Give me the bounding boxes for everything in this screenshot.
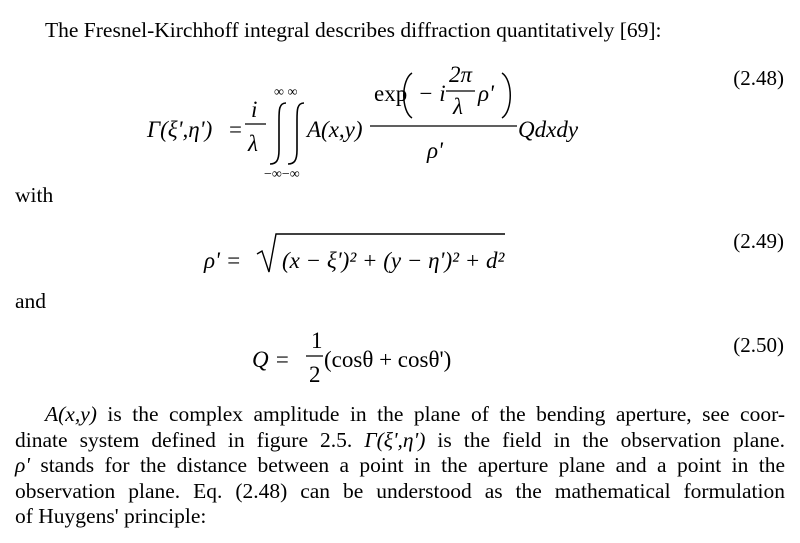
intro-sentence: The Fresnel-Kirchhoff integral describes diffraction quantitatively [69]:	[45, 18, 662, 42]
eq-2-48-exp-fraction-numerator: 2π	[449, 62, 473, 87]
eq-2-50-rhs: (cosθ + cosθ')	[324, 347, 452, 372]
paragraph-line-2	[15, 428, 785, 454]
paragraph-line-5: of Huygens' principle:	[15, 504, 207, 528]
eq-2-49-radicand: (x − ξ')² + (y − η')² + d²	[282, 248, 505, 273]
rho-symbol: ρ'	[15, 453, 30, 477]
eq-2-48-exp: exp	[374, 81, 408, 106]
field-symbol: Γ(ξ',η')	[364, 427, 426, 452]
equation-number-2-48: (2.48)	[733, 66, 784, 90]
paragraph-line-2-start: dinate system defined in figure 2.5.	[15, 427, 365, 452]
eq-2-48-integral-lower-limits: −∞−∞	[264, 167, 300, 182]
connector-with: with	[15, 183, 54, 207]
eq-2-48-prefactor-denominator: λ	[248, 131, 258, 156]
eq-2-50-lhs: Q =	[252, 347, 290, 372]
explanation-paragraph	[15, 402, 785, 530]
eq-2-48-denominator: ρ'	[427, 138, 443, 163]
eq-2-48-lhs: Γ(ξ',η')	[147, 117, 213, 142]
amplitude-symbol: A(x,y)	[45, 402, 97, 426]
eq-2-48-exp-minus-i: − i	[418, 81, 446, 106]
paragraph-line-3-text: stands for the distance between a point in the aperture plane and a point in the	[29, 453, 785, 477]
eq-2-49-lhs: ρ' =	[204, 248, 242, 273]
eq-2-50-fraction-denominator: 2	[309, 362, 321, 387]
paragraph-line-3	[15, 453, 785, 479]
connector-and: and	[15, 289, 47, 313]
equation-number-2-50: (2.50)	[733, 333, 784, 357]
eq-2-48-suffix: Qdxdy	[518, 117, 579, 142]
paragraph-line-4: observation plane. Eq. (2.48) can be understood as the mathematical formulation	[15, 478, 785, 503]
eq-2-48-integral-upper-limits: ∞ ∞	[274, 85, 298, 100]
paragraph-line-2-text: is the field in the observation plane.	[425, 427, 785, 452]
eq-2-48-prefactor-numerator: i	[251, 97, 258, 122]
paragraph-line-1-text: is the complex amplitude in the plane of the bending aperture, see coor-	[96, 402, 785, 426]
equation-number-2-49: (2.49)	[733, 229, 784, 253]
eq-2-48-exp-rho: ρ'	[478, 81, 494, 106]
eq-2-48-amplitude: A(x,y)	[307, 117, 363, 142]
eq-2-48-exp-fraction-denominator: λ	[453, 94, 463, 119]
paragraph-line-1	[15, 402, 785, 428]
eq-2-50-fraction-numerator: 1	[311, 328, 323, 353]
eq-2-48-equals: =	[229, 117, 242, 142]
